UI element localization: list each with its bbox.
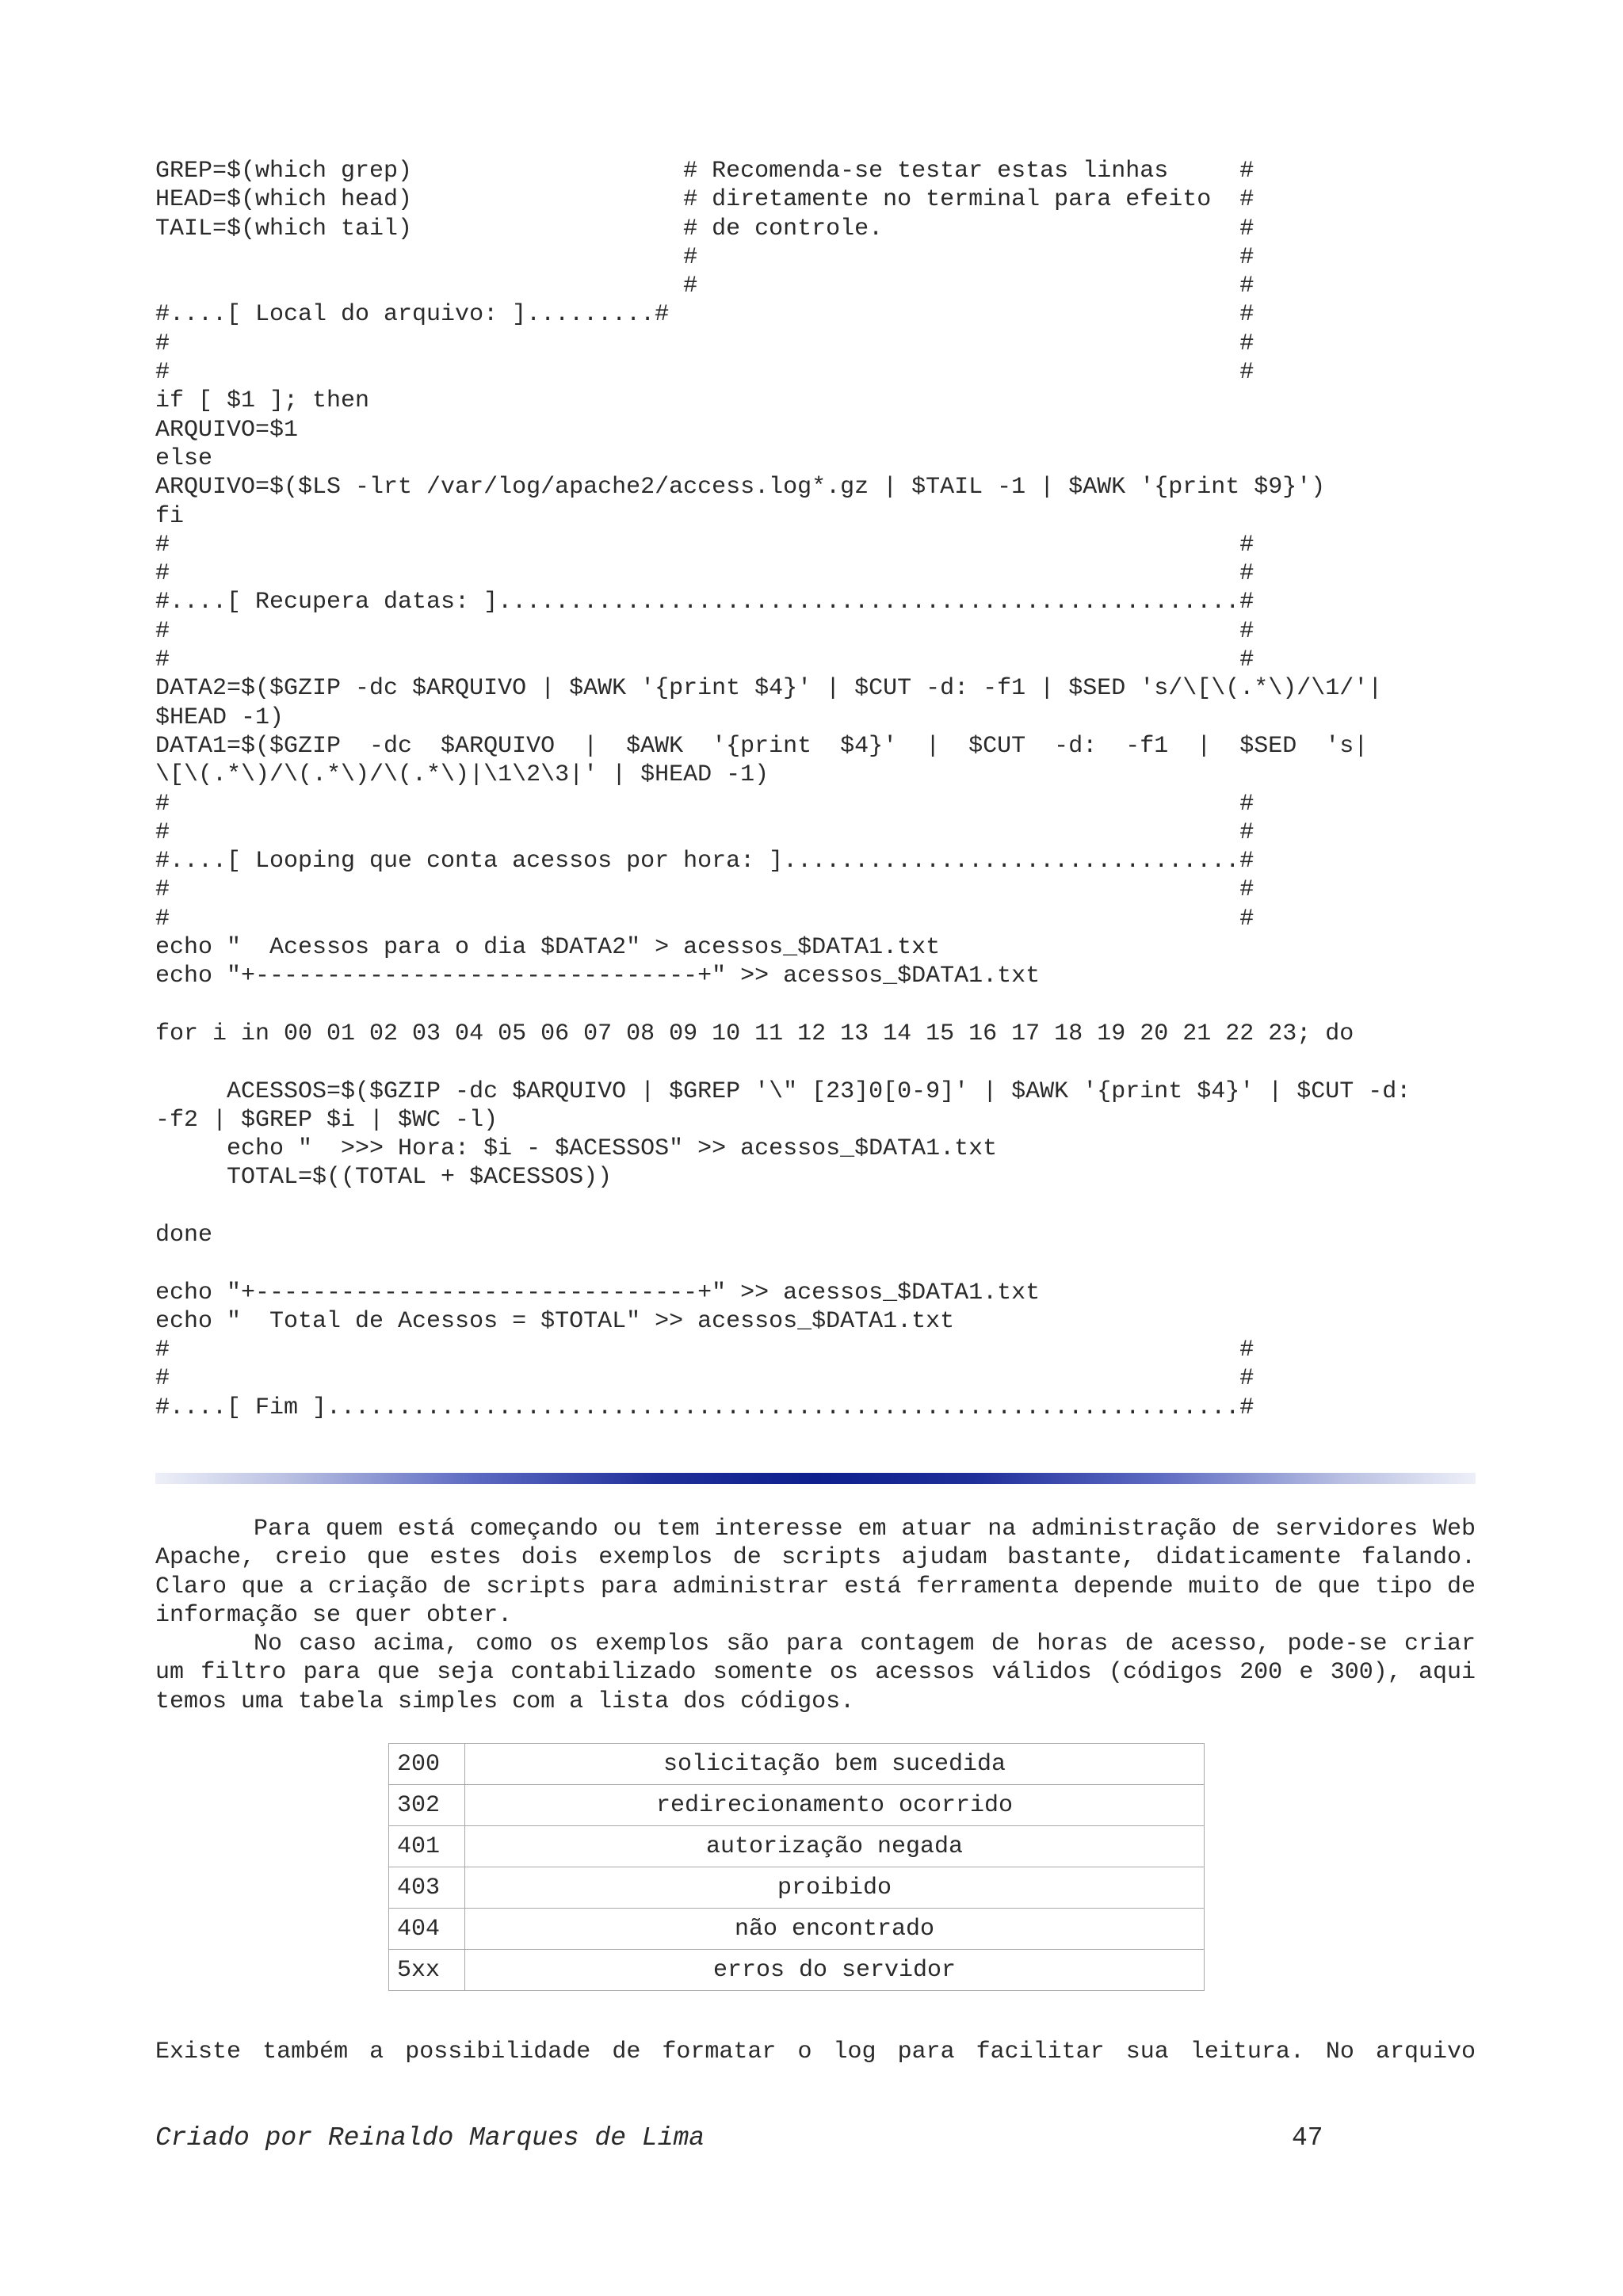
table-row [389, 1785, 1205, 1826]
code-line: #....[ Recupera datas: ]....................................................# [155, 589, 1254, 616]
code-line: fi [155, 502, 185, 530]
code-line: echo " Acessos para o dia $DATA2" > acessos_$DATA1.txt [155, 934, 941, 962]
code-line: DATA1=$($GZIP -dc $ARQUIVO | $AWK '{print $4}' | $CUT -d: -f1 | $SED 's| [155, 732, 1369, 760]
code-line: # # [155, 1337, 1254, 1364]
code-line: for i in 00 01 02 03 04 05 06 07 08 09 10 11 12 13 14 15 16 17 18 19 20 21 22 23; do [155, 1020, 1354, 1047]
code-line: # # [155, 243, 1254, 271]
status-description-cell: solicitação bem sucedida [465, 1744, 1205, 1785]
gradient-divider [155, 1473, 1476, 1484]
footer-author: Criado por Reinaldo Marques de Lima [155, 2123, 705, 2153]
code-line [155, 1192, 1487, 1221]
code-line: # # [155, 790, 1254, 818]
code-line: $HEAD -1) [155, 704, 285, 731]
status-description-cell: não encontrado [465, 1909, 1205, 1950]
status-description-cell: redirecionamento ocorrido [465, 1785, 1205, 1826]
code-line: ACESSOS=$($GZIP -dc $ARQUIVO | $GREP '\" [23]0[0-9]' | $AWK '{print $4}' | $CUT -d: [155, 1077, 1411, 1105]
code-line: #....[ Looping que conta acessos por hora: ]................................# [155, 848, 1254, 875]
code-line: HEAD=$(which head) # diretamente no terminal para efeito # [155, 186, 1254, 214]
status-description-cell: autorização negada [465, 1826, 1205, 1867]
page-number: 47 [1292, 2123, 1323, 2153]
code-line: GREP=$(which grep) # Recomenda-se testar estas linhas # [155, 158, 1254, 185]
closing-sentence: Existe também a possibilidade de formatar o log para facilitar sua leitura. No arquivo [155, 2039, 1476, 2065]
code-line: # # [155, 905, 1254, 933]
code-line: # # [155, 560, 1254, 588]
paragraph: Para quem está começando ou tem interesse em atuar na administração de servidores Web Apache, creio que estes dois exemplos de scripts ajudam bastante, didaticamente falando. Claro que a criação de scripts para administrar está ferramenta depende muito de que tipo de informação se quer obter. [155, 1516, 1476, 1629]
code-line: ARQUIVO=$($LS -lrt /var/log/apache2/access.log*.gz | $TAIL -1 | $AWK '{print $9}') [155, 474, 1326, 502]
table-row [389, 1950, 1205, 1991]
code-line: # # [155, 531, 1254, 559]
table-row [389, 1826, 1205, 1867]
table-row [389, 1909, 1205, 1950]
code-line: # # [155, 617, 1254, 645]
code-line: #....[ Local do arquivo: ].........# # [155, 301, 1254, 329]
code-line [155, 1048, 1487, 1077]
code-line: # # [155, 330, 1254, 357]
code-line: echo "+-------------------------------+" >> acessos_$DATA1.txt [155, 963, 1041, 990]
paragraph: No caso acima, como os exemplos são para contagem de horas de acesso, pode-se criar um filtro para que seja contabilizado somente os acessos válidos (códigos 200 e 300), aqui temos uma tabela simples com a lista dos códigos. [155, 1630, 1476, 1715]
status-code-cell: 5xx [389, 1950, 465, 1991]
code-line: if [ $1 ]; then [155, 387, 370, 415]
status-code-cell: 403 [389, 1867, 465, 1909]
table-row [389, 1867, 1205, 1909]
status-codes-table [388, 1743, 1205, 1991]
code-line: echo " >>> Hora: $i - $ACESSOS" >> acessos_$DATA1.txt [155, 1135, 998, 1163]
status-code-cell: 404 [389, 1909, 465, 1950]
code-line: # # [155, 876, 1254, 904]
code-line: echo "+-------------------------------+" >> acessos_$DATA1.txt [155, 1279, 1041, 1306]
code-line [155, 1249, 1487, 1278]
code-line: ARQUIVO=$1 [155, 416, 299, 444]
status-description-cell: erros do servidor [465, 1950, 1205, 1991]
code-line: # # [155, 818, 1254, 846]
code-line: DATA2=$($GZIP -dc $ARQUIVO | $AWK '{print $4}' | $CUT -d: -f1 | $SED 's/\[\(.*\)/\1/'| [155, 675, 1383, 703]
script-code-block [155, 157, 1487, 1422]
status-description-cell: proibido [465, 1867, 1205, 1909]
code-line: TAIL=$(which tail) # de controle. # [155, 215, 1254, 242]
code-line: echo " Total de Acessos = $TOTAL" >> acessos_$DATA1.txt [155, 1307, 955, 1335]
code-line: done [155, 1221, 213, 1249]
code-line: # # [155, 359, 1254, 387]
code-line: # # [155, 273, 1254, 300]
status-code-cell: 200 [389, 1744, 465, 1785]
status-code-cell: 401 [389, 1826, 465, 1867]
code-line: #....[ Fim ]................................................................# [155, 1394, 1254, 1421]
code-line: # # [155, 646, 1254, 674]
status-code-cell: 302 [389, 1785, 465, 1826]
code-line: TOTAL=$((TOTAL + $ACESSOS)) [155, 1164, 613, 1192]
code-line: -f2 | $GREP $i | $WC -l) [155, 1106, 498, 1134]
code-line: \[\(.*\)/\(.*\)/\(.*\)|\1\2\3|' | $HEAD -1) [155, 761, 769, 789]
code-line: else [155, 444, 213, 472]
code-line [155, 991, 1487, 1020]
code-line: # # [155, 1365, 1254, 1393]
table-row [389, 1744, 1205, 1785]
body-text [155, 1515, 1476, 1716]
